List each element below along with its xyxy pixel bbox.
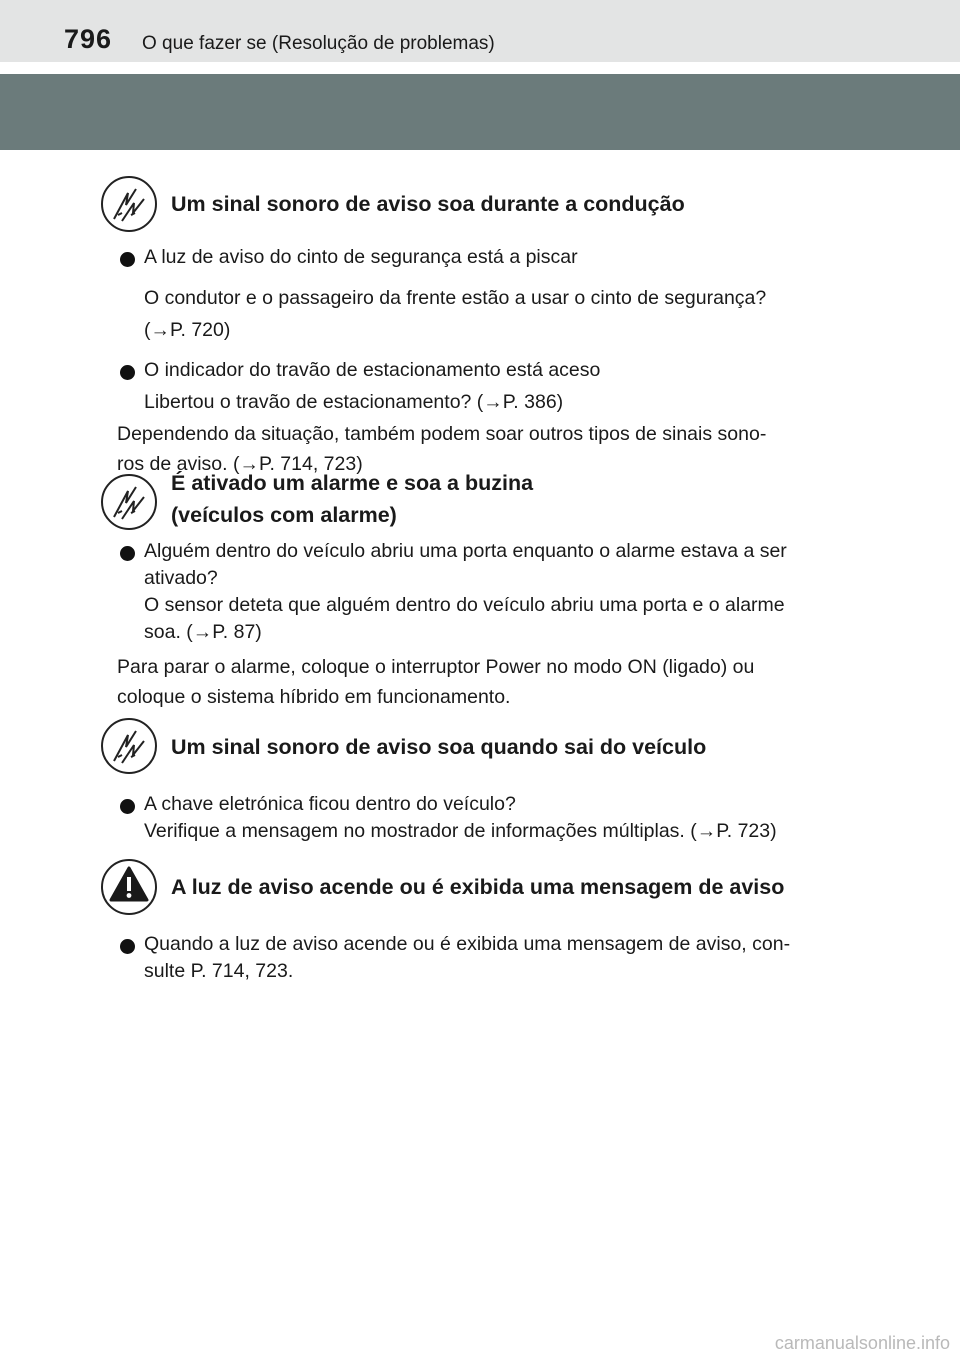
list-item-line: O sensor deteta que alguém dentro do veículo abriu uma porta e o alarme — [144, 594, 785, 616]
section-title: A luz de aviso acende ou é exibida uma mensagem de aviso — [171, 875, 785, 899]
tools-icon — [100, 175, 158, 233]
list-item-detail: O condutor e o passageiro da frente estão a usar o cinto de segurança? — [144, 287, 767, 309]
section-buzzer-leaving — [100, 717, 860, 845]
bullet-icon — [120, 365, 135, 380]
list-item: Alguém dentro do veículo abriu uma porta enquanto o alarme estava a ser — [100, 538, 860, 565]
section-warning-buzzer-driving — [100, 175, 860, 478]
list-item-detail: Libertou o travão de estacionamento? (→P. 386) — [144, 391, 564, 413]
warning-icon — [100, 858, 158, 916]
bullet-icon — [120, 252, 135, 267]
list-item-line: sulte P. 714, 723. — [144, 960, 294, 982]
section-warning-light-message — [100, 858, 860, 985]
tools-icon — [100, 473, 158, 531]
bullet-icon — [120, 546, 135, 561]
section-title: Um sinal sonoro de aviso soa quando sai do veículo — [171, 735, 707, 759]
list-item-line: ativado? — [144, 567, 218, 589]
watermark: carmanualsonline.info — [774, 1333, 950, 1353]
paragraph-line: Para parar o alarme, coloque o interruptor Power no modo ON (ligado) ou — [117, 656, 755, 678]
section-title-line: É ativado um alarme e soa a buzina — [171, 471, 534, 495]
paragraph-line: Dependendo da situação, também podem soar outros tipos de sinais sono- — [117, 423, 767, 445]
bullet-icon — [120, 939, 135, 954]
bullet-icon — [120, 799, 135, 814]
page-number: 796 — [64, 24, 113, 54]
section-banner — [0, 74, 960, 150]
list-item-line: Verifique a mensagem no mostrador de informações múltiplas. (→P. 723) — [144, 820, 777, 842]
list-item: A luz de aviso do cinto de segurança está a piscar — [100, 244, 860, 271]
section-title-line: (veículos com alarme) — [171, 503, 397, 527]
list-item: O indicador do travão de estacionamento está aceso — [100, 357, 860, 384]
running-title: O que fazer se (Resolução de problemas) — [142, 33, 495, 54]
section-title: Um sinal sonoro de aviso soa durante a condução — [171, 192, 685, 216]
list-item-line: soa. (→P. 87) — [144, 621, 262, 643]
list-item: Quando a luz de aviso acende ou é exibida uma mensagem de aviso, con- — [100, 931, 860, 958]
paragraph-line: coloque o sistema híbrido em funcionamento. — [117, 686, 511, 708]
page-reference: (→P. 720) — [144, 319, 231, 341]
list-item: A chave eletrónica ficou dentro do veículo? — [100, 791, 860, 818]
header-bar — [0, 0, 960, 62]
paragraph-line: ros de aviso. (→P. 714, 723) — [117, 453, 363, 475]
tools-icon — [100, 717, 158, 775]
section-alarm-horn — [100, 467, 860, 711]
